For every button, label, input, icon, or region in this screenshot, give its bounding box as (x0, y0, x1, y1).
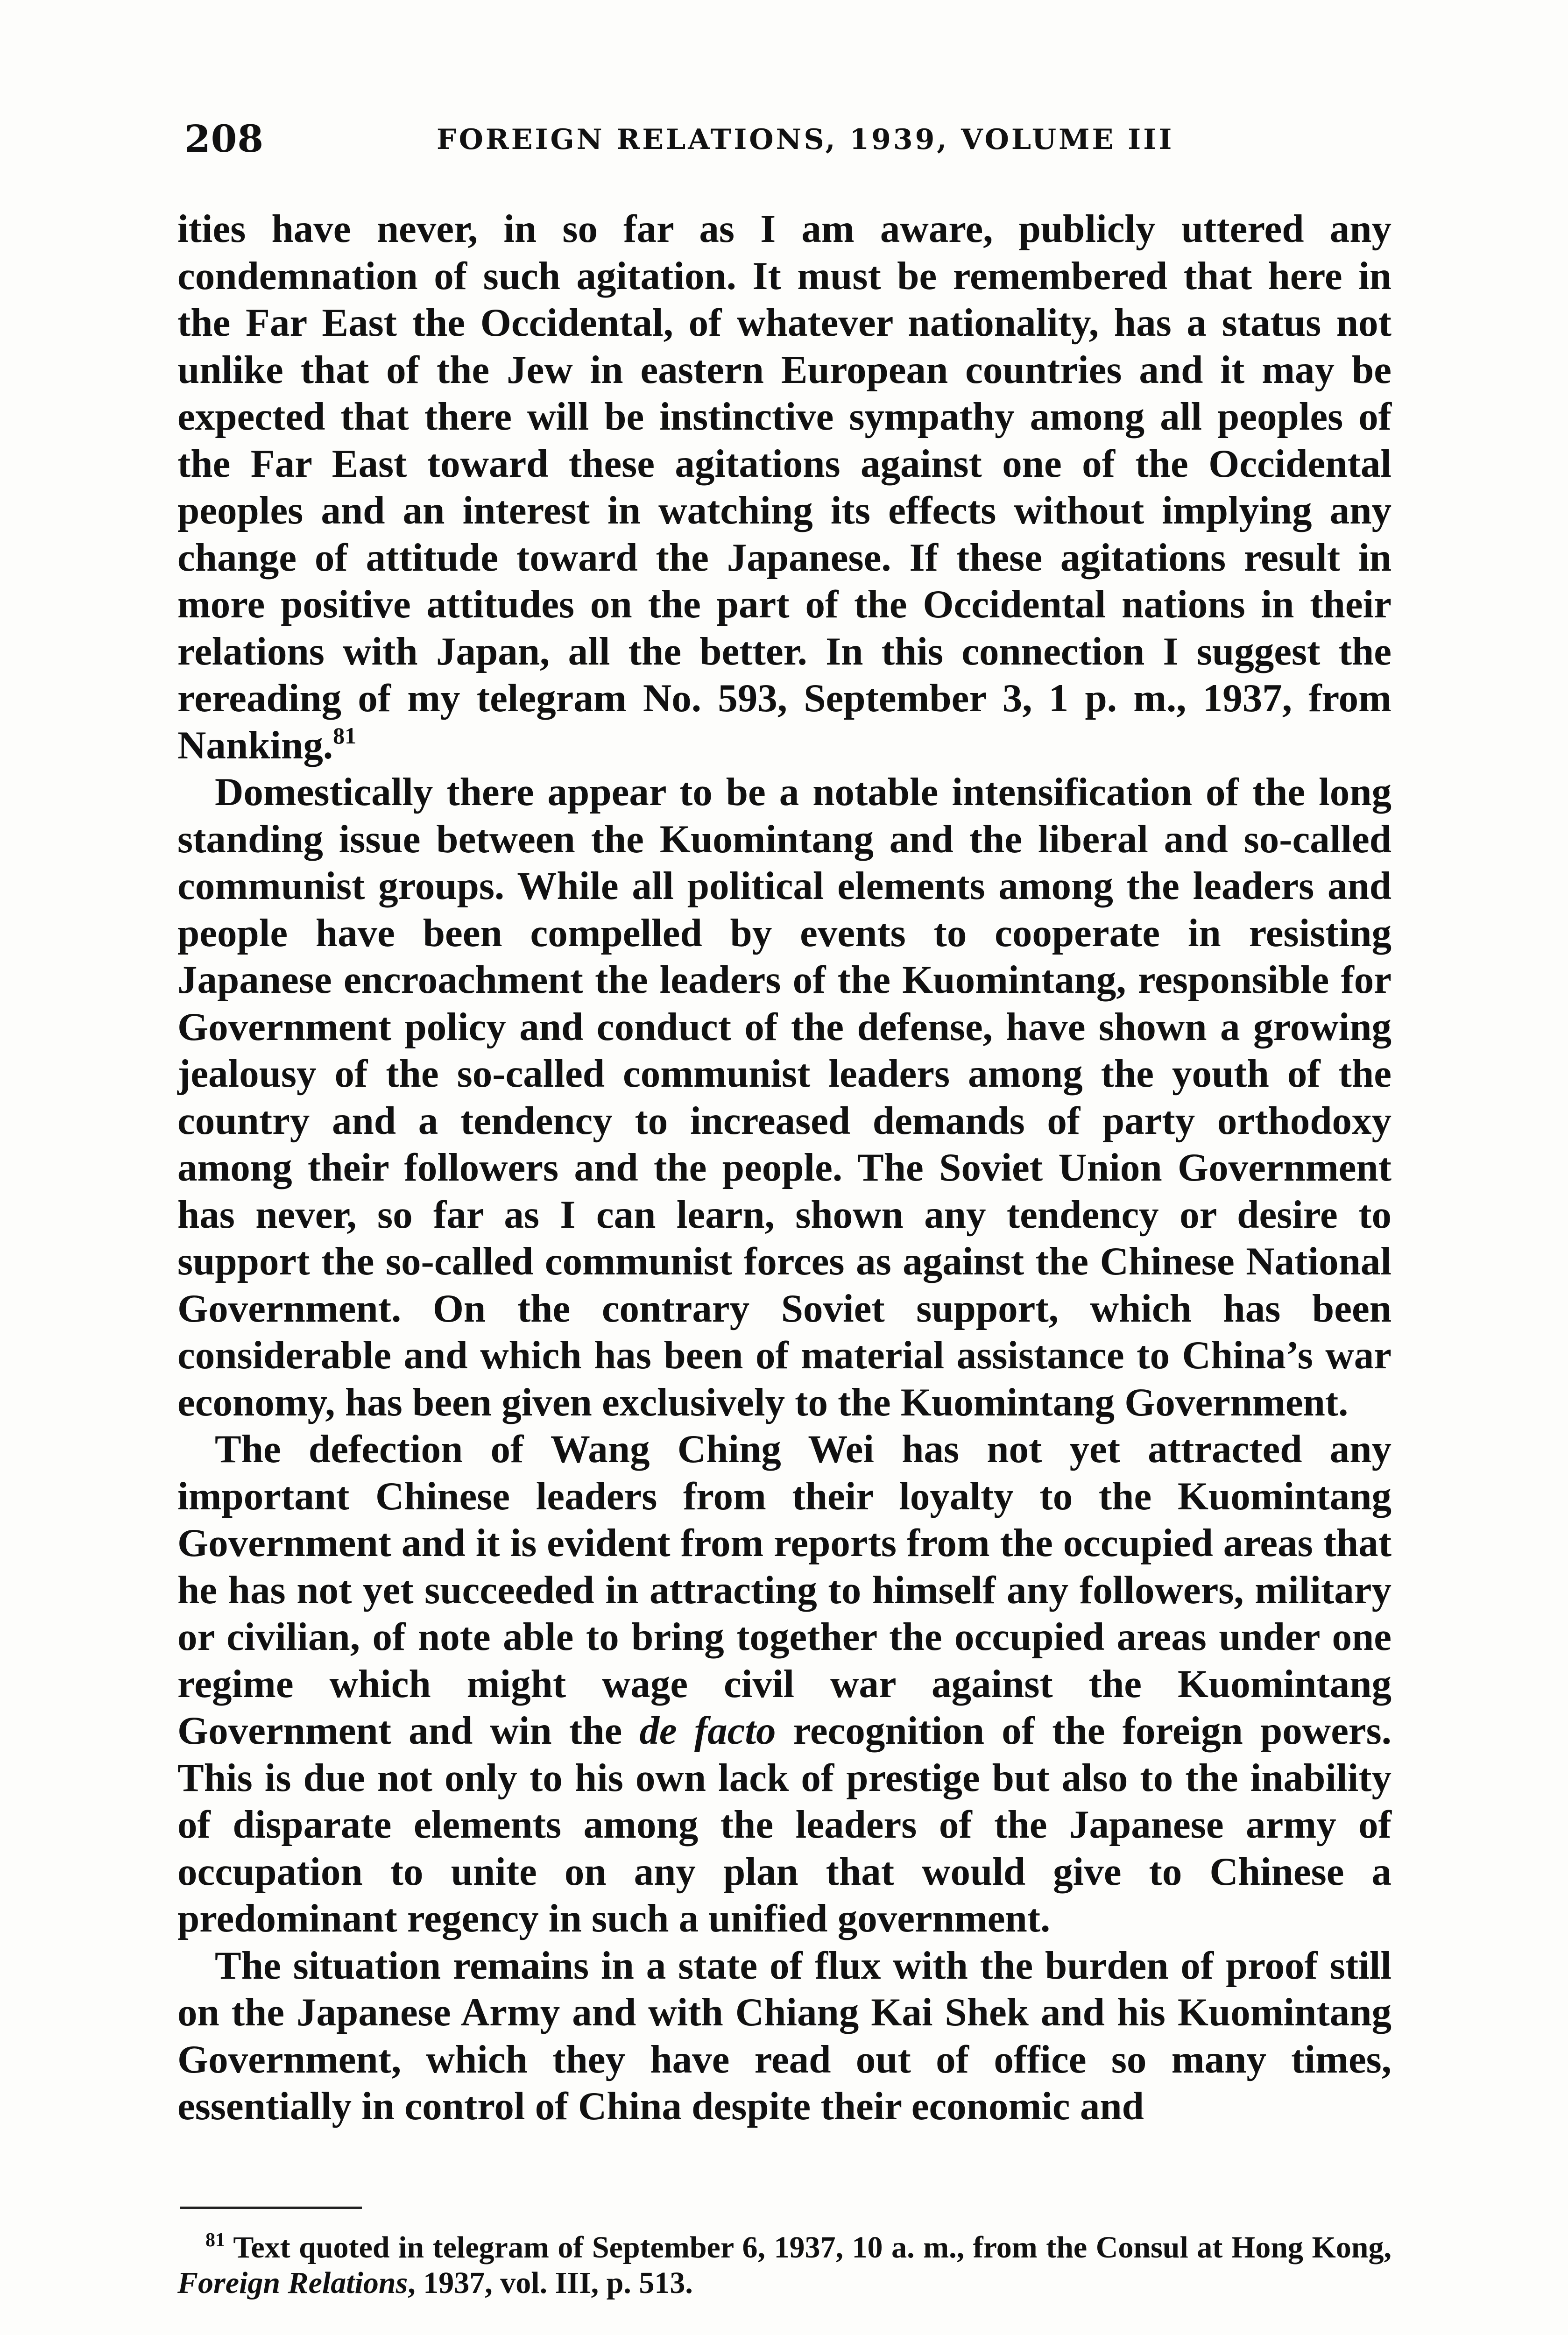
page-header (184, 117, 1389, 168)
running-head: FOREIGN RELATIONS, 1939, VOLUME III (437, 123, 1174, 156)
paragraph-2-text: Domestically there appear to be a notable intensification of the long standing issue between the Kuomintang and the liberal and so-called communist groups. While all political elements among the leaders and people have been compelled by events to cooperate in resisting Japanese encroachment the leaders of the Kuomintang, responsible for Government policy and conduct of the defense, have shown a growing jealousy of the so-called communist leaders among the youth of the country and a tendency to increased demands of party orthodoxy among their followers and the people. The Soviet Union Government has never, so far as I can learn, shown any tendency or desire to support the so-called communist forces as against the Chinese National Government. On the contrary Soviet support, which has been considerable and which has been of material assistance to China’s war economy, has been given exclusively to the Kuomintang Government. (177, 770, 1391, 1424)
paragraph-4-text: The situation remains in a state of flux with the burden of proof still on the Japanese Army and with Chiang Kai Shek and his Kuomintang Government, which they have read out of office so many times, essentially in control of China despite their economic and (177, 1943, 1391, 2128)
paragraph-3-text-before: The defection of Wang Ching Wei has not yet attracted any important Chinese leaders from their loyalty to the Kuomintang Government and it is evident from reports from the occupied areas that he has not yet succeeded in attracting to himself any followers, military or civilian, of note able to bring together the occupied areas under one regime which might wage civil war against the Kuomintang Government and win the (177, 1427, 1391, 1753)
footnote-divider (180, 2207, 362, 2209)
paragraph-2 (177, 769, 1391, 1426)
paragraph-4 (177, 1942, 1391, 2130)
paragraph-1 (177, 205, 1391, 769)
body-text (177, 205, 1391, 2130)
footnote-text-before: Text quoted in telegram of September 6, 1937, 10 a. m., from the Consul at Hong Kong, (233, 2230, 1392, 2264)
footnote-indent (177, 2230, 225, 2265)
paragraph-3 (177, 1426, 1391, 1942)
footnote-ref-81: 81 (333, 722, 357, 749)
paragraph-3-italic: de facto (639, 1709, 776, 1753)
footnote-text-after: , 1937, vol. III, p. 513. (408, 2266, 693, 2300)
footnote (177, 2230, 1391, 2301)
footnote-italic: Foreign Relations (177, 2266, 408, 2300)
page-number: 208 (184, 117, 264, 161)
paragraph-3-text-after: recognition of the foreign powers. This is due not only to his own lack of prestige but also to the inability of disparate elements among the leaders of the Japanese army of occupation to unite on any plan that would give to Chinese a predominant regency in such a unified government. (177, 1709, 1391, 1940)
footnote-number: 81 (205, 2229, 225, 2251)
paragraph-1-text: ities have never, in so far as I am aware, publicly uttered any condemnation of such agitation. It must be remembered that here in the Far East the Occidental, of whatever nationality, has a status not unlike that of the Jew in eastern European countries and it may be expected that there will be instinctive sympathy among all peoples of the Far East toward these agitations against one of the Occidental peoples and an interest in watching its effects without implying any change of attitude toward the Japanese. If these agitations result in more positive attitudes on the part of the Occidental nations in their relations with Japan, all the better. In this connection I suggest the rereading of my telegram No. 593, September 3, 1 p. m., 1937, from Nanking. (177, 207, 1391, 767)
